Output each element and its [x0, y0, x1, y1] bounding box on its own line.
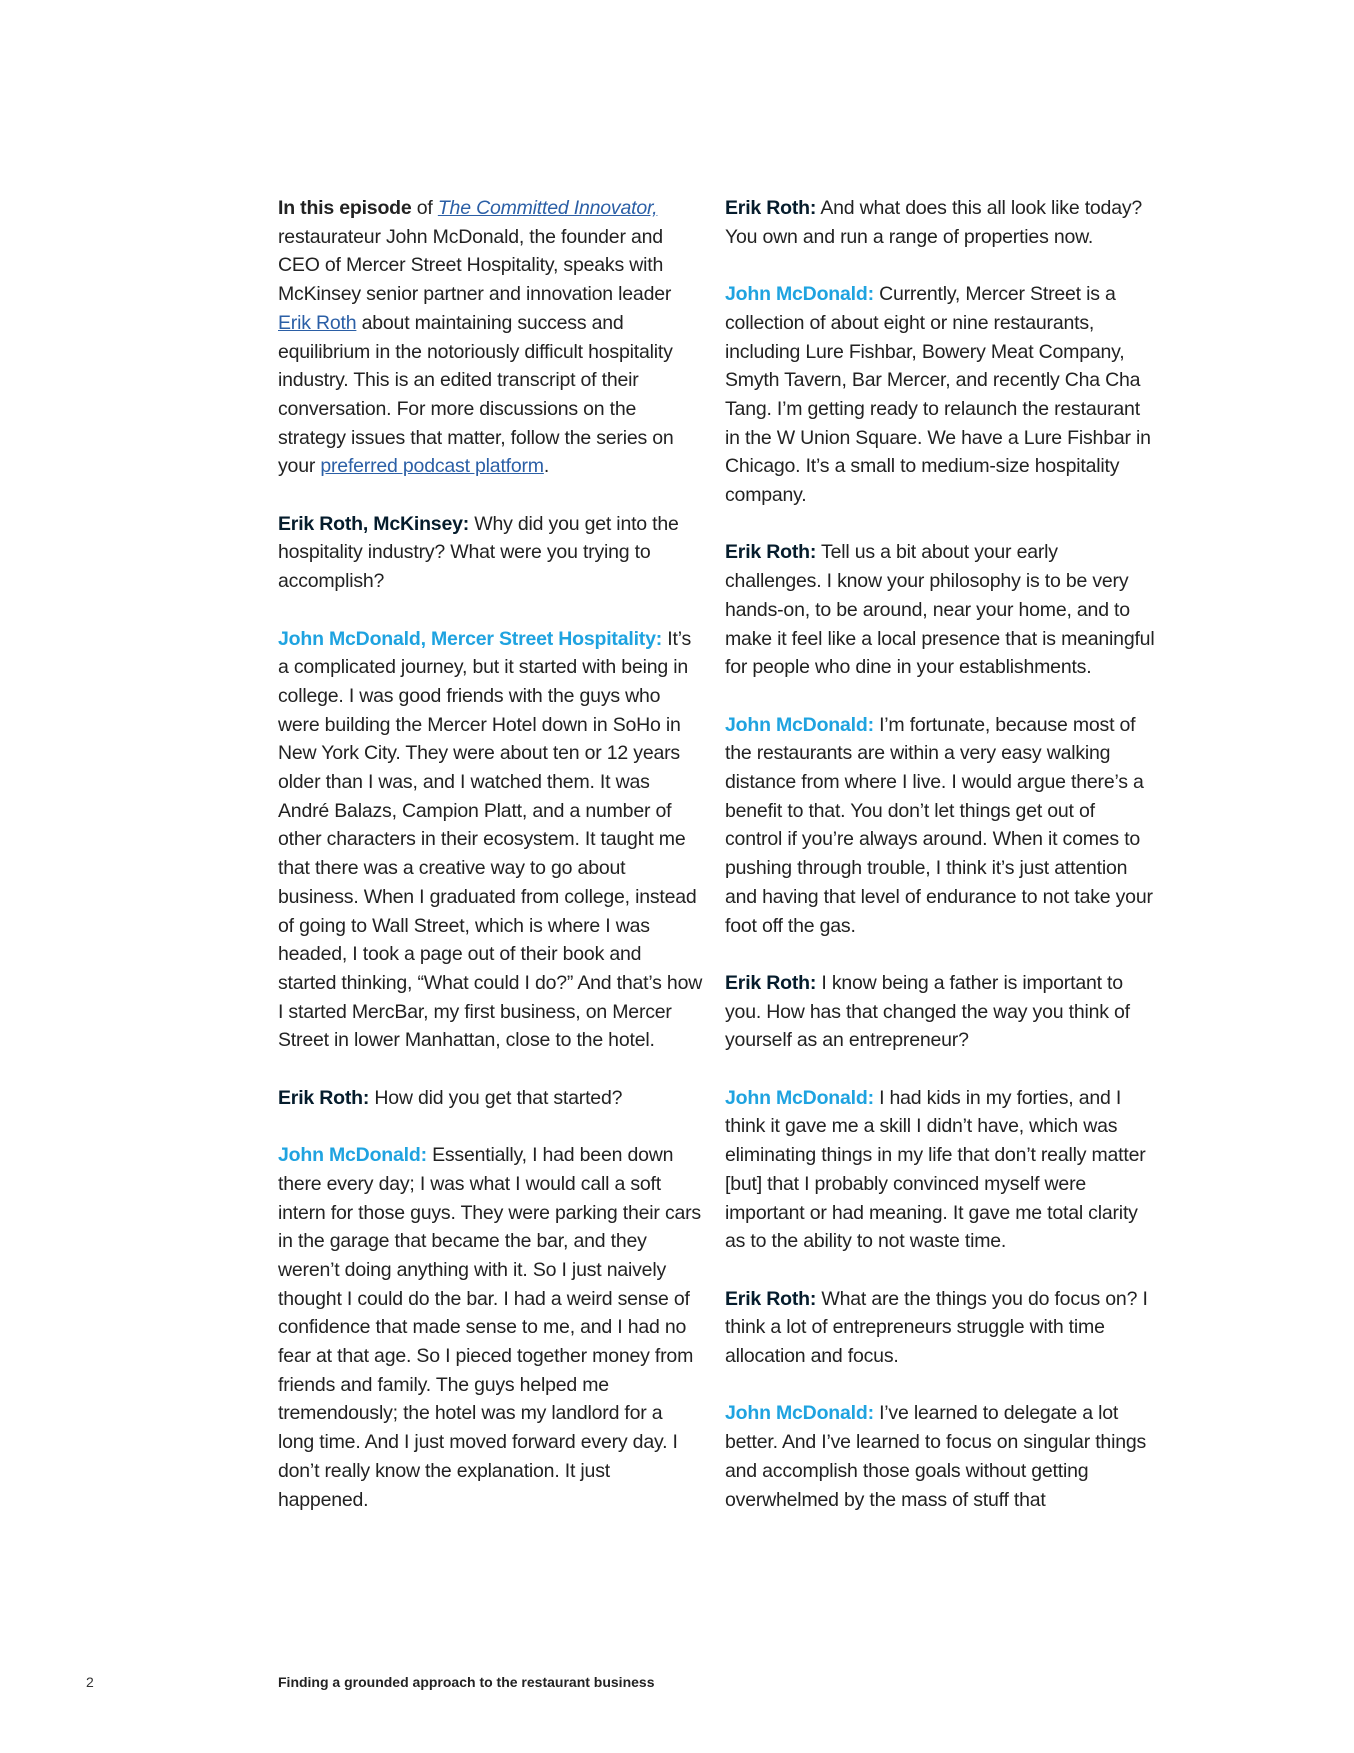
- erik-roth-link[interactable]: Erik Roth: [278, 311, 357, 334]
- paragraph-text: Essentially, I had been down there every day; I was what I would call a soft intern for those guys. They were parking their cars in the garage that became the bar, and they weren’t doing anything with it. So I just naively thought I could do the bar. I had a weird sense of confidence that made sense to me, and I had no fear at that age. So I pieced together money from friends and family. The guys helped me tremendously; the hotel was my landlord for a long time. And I just moved forward every day. I don’t really know the explanation. It just happened.: [278, 1144, 701, 1511]
- paragraph-text: Why did you get into the hospitality industry? What were you trying to accomplish?: [278, 512, 679, 593]
- qa-paragraph: [725, 538, 1157, 682]
- page-number: 2: [86, 1674, 94, 1690]
- speaker-label: Erik Roth:: [725, 1287, 817, 1310]
- speaker-label: Erik Roth:: [278, 1086, 370, 1109]
- qa-paragraph: [278, 1084, 703, 1113]
- paragraph-text: What are the things you do focus on? I think a lot of entrepreneurs struggle with time allocation and focus.: [725, 1287, 1148, 1368]
- qa-paragraph: [725, 194, 1157, 251]
- qa-paragraph: [725, 969, 1157, 1055]
- left-column: [278, 194, 703, 1543]
- paragraph-text: And what does this all look like today? You own and run a range of properties now.: [725, 197, 1143, 248]
- speaker-label: John McDonald, Mercer Street Hospitality:: [278, 627, 663, 650]
- qa-paragraph: [725, 711, 1157, 941]
- intro-text-3: .: [543, 455, 550, 478]
- paragraph-text: Currently, Mercer Street is a collection of about eight or nine restaurants, including Lure Fishbar, Bowery Meat Company, Smyth Tavern, Bar Mercer, and recently Cha Cha Tang. I’m getting ready to relaunch the restaurant in the W Union Square. We have a Lure Fishbar in Chicago. It’s a small to medium-size hospitality company.: [725, 283, 1151, 507]
- paragraph-text: I’ve learned to delegate a lot better. And I’ve learned to focus on singular things and accomplish those goals without getting overwhelmed by the mass of stuff that: [725, 1402, 1147, 1511]
- intro-text-1: restaurateur John McDonald, the founder and CEO of Mercer Street Hospitality, speaks with McKinsey senior partner and innovation leader: [278, 225, 672, 306]
- intro-paragraph: [278, 194, 703, 481]
- speaker-label: John McDonald:: [725, 1402, 874, 1425]
- paragraph-text: How did you get that started?: [369, 1086, 623, 1109]
- qa-paragraph: [278, 625, 703, 1056]
- speaker-label: Erik Roth, McKinsey:: [278, 512, 470, 535]
- qa-paragraph: [278, 1141, 703, 1514]
- qa-paragraph: [725, 1084, 1157, 1256]
- paragraph-text: I had kids in my forties, and I think it gave me a skill I didn’t have, which was eliminating things in my life that don’t really matter [but] that I probably convinced myself were important or had meaning. It gave me total clarity as to the ability to not waste time.: [725, 1086, 1146, 1253]
- right-column: [725, 194, 1157, 1543]
- speaker-label: John McDonald:: [725, 713, 874, 736]
- intro-lead: In this episode: [278, 197, 412, 219]
- speaker-label: Erik Roth:: [725, 541, 817, 564]
- podcast-link[interactable]: The Committed Innovator,: [437, 197, 658, 219]
- speaker-label: John McDonald:: [725, 283, 874, 306]
- qa-paragraph: [725, 280, 1157, 510]
- speaker-label: John McDonald:: [278, 1144, 427, 1167]
- speaker-label: Erik Roth:: [725, 197, 817, 219]
- qa-paragraph: [725, 1399, 1157, 1514]
- paragraph-text: I know being a father is important to you. How has that changed the way you think of yourself as an entrepreneur?: [725, 971, 1130, 1052]
- speaker-label: Erik Roth:: [725, 971, 817, 994]
- paragraph-text: It’s a complicated journey, but it started with being in college. I was good friends with the guys who were building the Mercer Hotel down in SoHo in New York City. They were about ten or 12 years older than I was, and I watched them. It was André Balazs, Campion Platt, and a number of other characters in their ecosystem. It taught me that there was a creative way to go about business. When I graduated from college, instead of going to Wall Street, which is where I was headed, I took a page out of their book and started thinking, “What could I do?” And that’s how I started MercBar, my first business, on Mercer Street in lower Manhattan, close to the hotel.: [278, 627, 703, 1052]
- paragraph-text: Tell us a bit about your early challenges. I know your philosophy is to be very hands-on, to be around, near your home, and to make it feel like a local presence that is meaningful for people who dine in your establishments.: [725, 541, 1155, 679]
- intro-text-2: about maintaining success and equilibrium in the notoriously difficult hospitality industry. This is an edited transcript of their conversation. For more discussions on the strategy issues that matter, follow the series on your: [278, 311, 674, 478]
- paragraph-text: I’m fortunate, because most of the restaurants are within a very easy walking distance from where I live. I would argue there’s a benefit to that. You don’t let things get out of control if you’re always around. When it comes to pushing through trouble, I think it’s just attention and having that level of endurance to not take your foot off the gas.: [725, 713, 1153, 937]
- qa-paragraph: [278, 510, 703, 596]
- qa-paragraph: [725, 1285, 1157, 1371]
- speaker-label: John McDonald:: [725, 1086, 874, 1109]
- intro-of: of: [411, 197, 438, 219]
- footer-title: Finding a grounded approach to the restaurant business: [278, 1674, 655, 1690]
- podcast-platform-link[interactable]: preferred podcast platform: [320, 455, 544, 478]
